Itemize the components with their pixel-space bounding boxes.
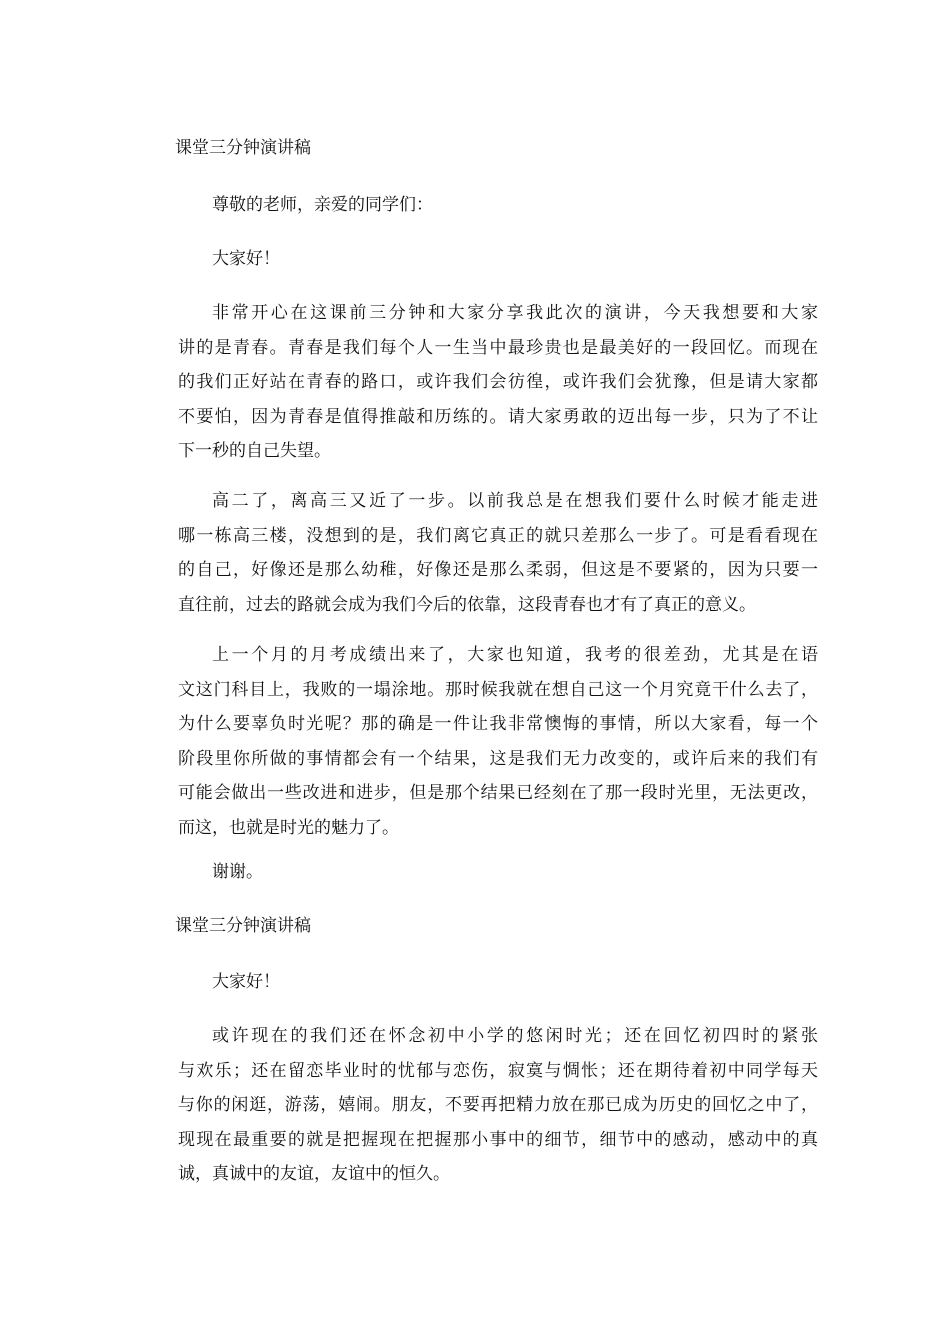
section1-greeting: 大家好！ <box>212 249 280 269</box>
paragraph-line: 的自己，好像还是那么幼稚，好像还是那么柔弱，但这是不要紧的，因为只要一 <box>178 560 818 580</box>
paragraph-line: 的我们正好站在青春的路口，或许我们会彷徨，或许我们会犹豫，但是请大家都 <box>178 372 818 392</box>
paragraph-line: 高二了，离高三又近了一步。以前我总是在想我们要什么时候才能走进 <box>212 491 818 511</box>
paragraph-line: 非常开心在这课前三分钟和大家分享我此次的演讲，今天我想要和大家 <box>212 303 818 323</box>
paragraph-line: 现现在最重要的就是把握现在把握那小事中的细节，细节中的感动，感动中的真 <box>178 1129 818 1150</box>
section2-paragraph-1 <box>178 1019 818 1192</box>
section1-salutation: 尊敬的老师，亲爱的同学们： <box>212 195 433 215</box>
section2-title: 课堂三分钟演讲稿 <box>175 916 311 936</box>
section2-greeting: 大家好！ <box>212 972 280 992</box>
paragraph-line: 为什么要辜负时光呢？那的确是一件让我非常懊悔的事情，所以大家看，每一个 <box>178 714 818 734</box>
section1-paragraph-3 <box>178 638 818 845</box>
paragraph-line: 哪一栋高三楼，没想到的是，我们离它真正的就只差那么一步了。可是看看现在 <box>178 525 818 546</box>
section1-closing: 谢谢。 <box>212 862 263 882</box>
paragraph-line: 直往前，过去的路就会成为我们今后的依靠，这段青春也才有了真正的意义。 <box>178 594 756 615</box>
section1-title: 课堂三分钟演讲稿 <box>175 138 311 158</box>
section1-paragraph-1 <box>178 296 818 469</box>
paragraph-line: 上一个月的月考成绩出来了，大家也知道，我考的很差劲，尤其是在语 <box>212 645 818 665</box>
paragraph-line: 与你的闲逛，游荡，嬉闹。朋友，不要再把精力放在那已成为历史的回忆之中了， <box>178 1095 818 1115</box>
paragraph-line: 或许现在的我们还在怀念初中小学的悠闲时光；还在回忆初四时的紧张 <box>212 1026 818 1046</box>
section1-paragraph-2 <box>178 484 818 622</box>
paragraph-line: 与欢乐；还在留恋毕业时的忧郁与恋伤，寂寞与惆怅；还在期待着初中同学每天 <box>178 1060 818 1081</box>
paragraph-line: 讲的是青春。青春是我们每个人一生当中最珍贵也是最美好的一段回忆。而现在 <box>178 337 818 358</box>
paragraph-line: 不要怕，因为青春是值得推敲和历练的。请大家勇敢的迈出每一步，只为了不让 <box>178 406 818 427</box>
paragraph-line: 而这，也就是时光的魅力了。 <box>178 817 399 838</box>
paragraph-line: 可能会做出一些改进和进步，但是那个结果已经刻在了那一段时光里，无法更改， <box>178 783 818 803</box>
paragraph-line: 下一秒的自己失望。 <box>178 441 331 461</box>
paragraph-line: 诚，真诚中的友谊，友谊中的恒久。 <box>178 1164 450 1184</box>
paragraph-line: 文这门科目上，我败的一塌涂地。那时候我就在想自己这一个月究竟干什么去了， <box>178 679 818 700</box>
paragraph-line: 阶段里你所做的事情都会有一个结果，这是我们无力改变的，或许后来的我们有 <box>178 748 818 769</box>
